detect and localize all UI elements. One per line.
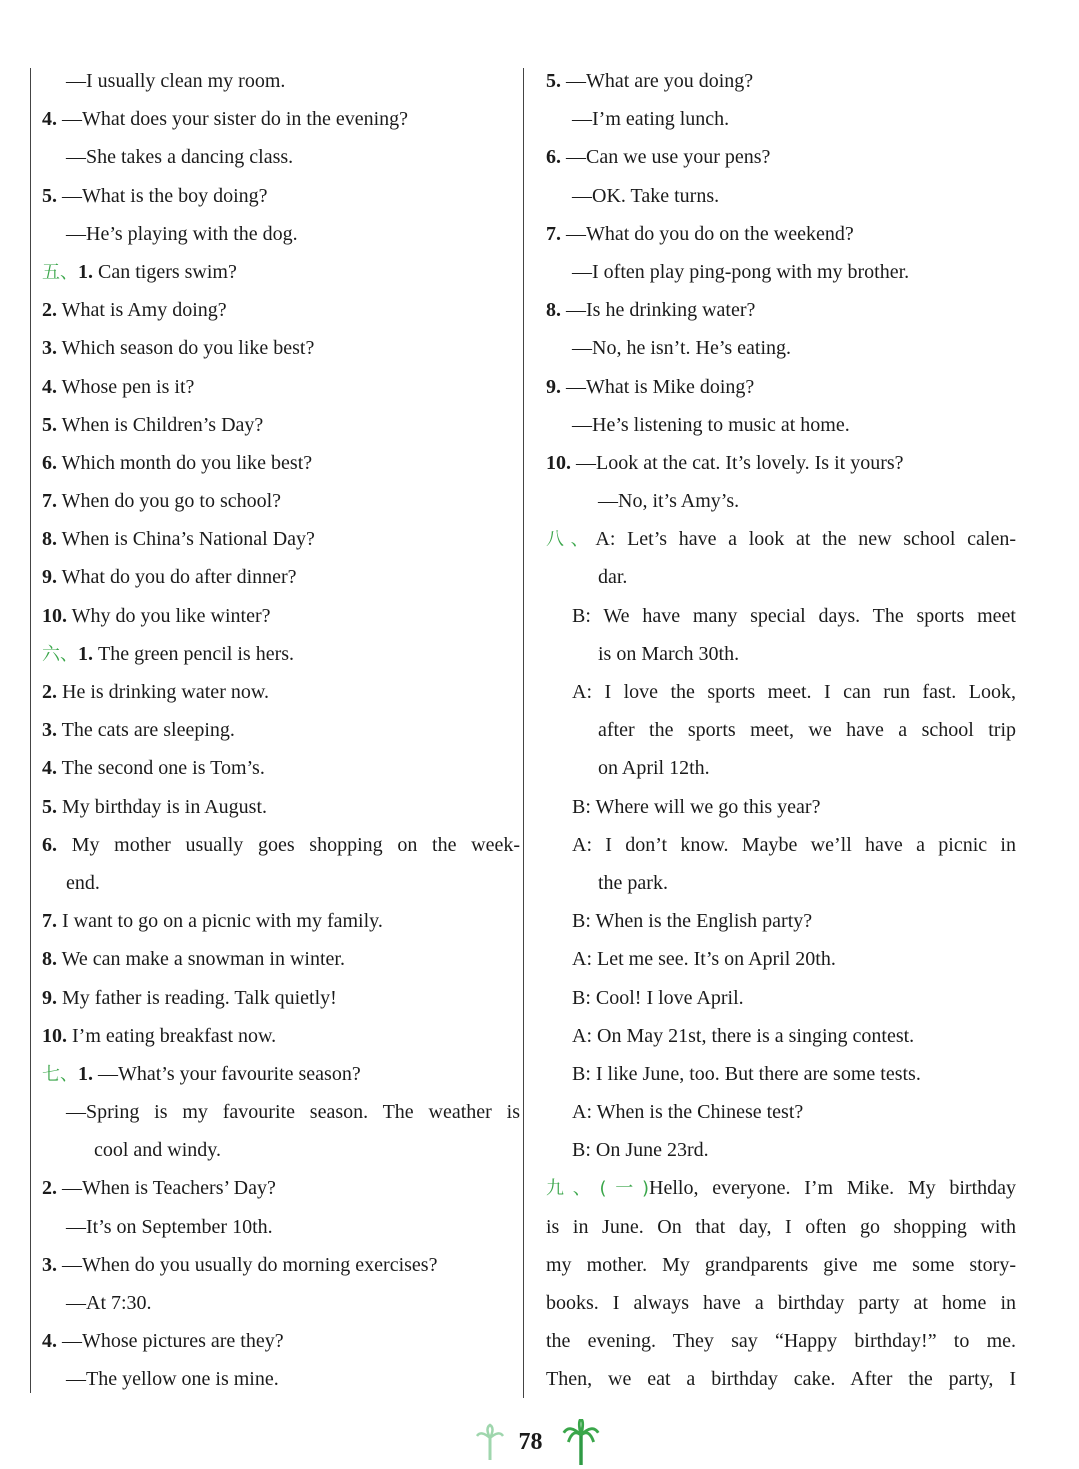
line-text: on April 12th. [598, 757, 710, 780]
section-marker: 六、 [42, 643, 78, 665]
line-text: the park. [598, 871, 668, 894]
right-text-line [546, 1131, 1016, 1169]
right-text-line [546, 406, 1016, 444]
left-text-line [42, 979, 520, 1017]
left-text-line [42, 444, 520, 482]
section-marker: 八、 [546, 529, 596, 551]
page-footer [0, 1418, 1079, 1466]
left-text-line [42, 749, 520, 787]
right-text-line [546, 329, 1016, 367]
palm-tree-icon [557, 1419, 605, 1465]
right-text-line [546, 902, 1016, 940]
line-text: is on March 30th. [598, 642, 740, 665]
right-text-line [546, 62, 1016, 100]
line-text: A: On May 21st, there is a singing contest. [572, 1024, 915, 1047]
line-text: My father is reading. Talk quietly! [62, 986, 337, 1009]
line-text: —What do you do on the weekend? [566, 222, 854, 245]
line-text: Then, we eat a birthday cake. After the party, I [546, 1368, 1016, 1391]
left-text-line [42, 826, 520, 864]
left-text-line [42, 1169, 520, 1207]
left-margin-rule [30, 68, 31, 1393]
left-text-line [42, 864, 520, 902]
line-text: —I usually clean my room. [66, 70, 286, 92]
left-text-line [42, 1055, 520, 1093]
line-text: cool and windy. [94, 1139, 222, 1162]
right-text-line [546, 1169, 1016, 1207]
item-number: 6. [546, 146, 561, 169]
line-text: A: When is the Chinese test? [572, 1101, 804, 1124]
page-number: 78 [518, 1428, 543, 1455]
right-text-line [546, 368, 1016, 406]
line-text: My mother usually goes shopping on the week- [71, 833, 520, 856]
right-text-line [546, 1322, 1016, 1360]
left-text-line [42, 406, 520, 444]
right-text-line [546, 711, 1016, 749]
line-text: —He’s listening to music at home. [572, 413, 850, 436]
item-number: 6. [42, 833, 57, 856]
line-text: books. I always have a birthday party at home in [546, 1292, 1016, 1314]
line-text: A: I love the sports meet. I can run fast. Look, [572, 681, 1016, 703]
line-text: —What is Mike doing? [566, 375, 755, 398]
item-number: 7. [42, 490, 57, 513]
left-text-line [42, 1246, 520, 1284]
line-text: —Look at the cat. It’s lovely. Is it yours? [576, 451, 904, 474]
item-number: 9. [42, 986, 57, 1009]
line-text: My birthday is in August. [62, 795, 268, 818]
line-text: —He’s playing with the dog. [66, 222, 298, 245]
line-text: B: Cool! I love April. [572, 986, 744, 1009]
item-number: 4. [42, 757, 57, 780]
line-text: —No, he isn’t. He’s eating. [572, 337, 792, 360]
line-text: —Spring is my favourite season. The weather is [66, 1101, 520, 1124]
item-number: 5. [546, 70, 561, 92]
line-text: Whose pen is it? [61, 375, 195, 398]
line-text: I’m eating breakfast now. [72, 1024, 277, 1047]
item-number: 1. [78, 260, 93, 283]
line-text: after the sports meet, we have a school trip [598, 719, 1016, 742]
line-text: Which season do you like best? [61, 337, 315, 360]
line-text: —What’s your favourite season? [98, 1062, 361, 1085]
item-number: 1. [78, 1062, 93, 1085]
right-text-line [546, 482, 1016, 520]
left-text-line [42, 291, 520, 329]
item-number: 9. [546, 375, 561, 398]
line-text: When is Children’s Day? [61, 413, 264, 436]
right-text-line [546, 253, 1016, 291]
item-number: 10. [546, 451, 571, 474]
right-text-line [546, 1246, 1016, 1284]
left-text-line [42, 1322, 520, 1360]
line-text: —What does your sister do in the evening? [62, 108, 409, 131]
right-text-line [546, 673, 1016, 711]
right-text-line [546, 520, 1016, 558]
item-number: 7. [42, 910, 57, 933]
line-text: is in June. On that day, I often go shopping with [546, 1215, 1016, 1238]
item-number: 4. [42, 375, 57, 398]
right-text-line [546, 826, 1016, 864]
left-text-line [42, 1017, 520, 1055]
line-text: —Can we use your pens? [566, 146, 771, 169]
item-number: 5. [42, 184, 57, 207]
line-text: —Whose pictures are they? [62, 1330, 284, 1353]
left-text-line [42, 635, 520, 673]
left-text-line [42, 558, 520, 596]
line-text: the evening. They say “Happy birthday!” to me. [546, 1330, 1016, 1353]
line-text: Which month do you like best? [61, 451, 313, 474]
left-text-line [42, 597, 520, 635]
line-text: —When is Teachers’ Day? [62, 1177, 276, 1200]
left-text-line [42, 1208, 520, 1246]
line-text: B: We have many special days. The sports meet [572, 604, 1016, 627]
right-text-line [546, 749, 1016, 787]
line-text: A: I don’t know. Maybe we’ll have a picnic in [572, 833, 1016, 856]
palm-tree-icon [475, 1422, 505, 1462]
line-text: Why do you like winter? [71, 604, 271, 627]
left-text-line [42, 62, 520, 100]
left-text-line [42, 1131, 520, 1169]
line-text: The cats are sleeping. [61, 719, 235, 742]
right-text-line [546, 215, 1016, 253]
line-text: Can tigers swim? [98, 260, 237, 283]
line-text: When do you go to school? [61, 490, 282, 513]
item-number: 7. [546, 222, 561, 245]
right-text-line [546, 979, 1016, 1017]
right-text-line [546, 1055, 1016, 1093]
line-text: —Is he drinking water? [566, 299, 756, 322]
line-text: Hello, everyone. I’m Mike. My birthday [649, 1177, 1016, 1200]
line-text: When is China’s National Day? [61, 528, 315, 551]
right-text-line [546, 597, 1016, 635]
left-text-line [42, 482, 520, 520]
item-number: 8. [546, 299, 561, 322]
right-text-line [546, 444, 1016, 482]
line-text: —OK. Take turns. [572, 184, 720, 207]
left-text-line [42, 902, 520, 940]
right-text-line [546, 558, 1016, 596]
left-text-line [42, 1360, 520, 1398]
item-number: 3. [42, 337, 57, 360]
line-text: The green pencil is hers. [98, 642, 295, 665]
line-text: dar. [598, 566, 628, 589]
column-divider [523, 68, 524, 1398]
item-number: 9. [42, 566, 57, 589]
item-number: 10. [42, 604, 67, 627]
left-text-line [42, 711, 520, 749]
right-text-line [546, 635, 1016, 673]
line-text: —When do you usually do morning exercises? [62, 1253, 438, 1276]
item-number: 5. [42, 795, 57, 818]
item-number: 8. [42, 948, 57, 971]
item-number: 6. [42, 451, 57, 474]
line-text: He is drinking water now. [62, 681, 269, 703]
line-text: —At 7:30. [66, 1292, 152, 1314]
right-text-line [546, 788, 1016, 826]
item-number: 5. [42, 413, 57, 436]
item-number: 2. [42, 681, 57, 703]
left-text-line [42, 177, 520, 215]
line-text: —I’m eating lunch. [572, 108, 730, 131]
left-text-line [42, 215, 520, 253]
line-text: A: Let me see. It’s on April 20th. [572, 948, 836, 971]
right-text-line [546, 1284, 1016, 1322]
line-text: —What is the boy doing? [62, 184, 268, 207]
line-text: —The yellow one is mine. [66, 1368, 279, 1391]
left-text-line [42, 368, 520, 406]
item-number: 2. [42, 1177, 57, 1200]
line-text: We can make a snowman in winter. [61, 948, 345, 971]
left-text-line [42, 138, 520, 176]
line-text: B: I like June, too. But there are some tests. [572, 1062, 921, 1085]
left-text-line [42, 100, 520, 138]
item-number: 8. [42, 528, 57, 551]
item-number: 3. [42, 719, 57, 742]
line-text: What is Amy doing? [61, 299, 227, 322]
line-text: B: When is the English party? [572, 910, 813, 933]
item-number: 4. [42, 1330, 57, 1353]
right-text-line [546, 100, 1016, 138]
left-text-line [42, 253, 520, 291]
line-text: The second one is Tom’s. [61, 757, 265, 780]
right-text-line [546, 1208, 1016, 1246]
left-text-line [42, 1284, 520, 1322]
item-number: 2. [42, 299, 57, 322]
line-text: —No, it’s Amy’s. [598, 490, 740, 513]
left-text-line [42, 673, 520, 711]
right-text-line [546, 1093, 1016, 1131]
line-text: B: Where will we go this year? [572, 795, 821, 818]
right-text-line [546, 291, 1016, 329]
right-text-line [546, 177, 1016, 215]
item-number: 3. [42, 1253, 57, 1276]
right-text-line [546, 1017, 1016, 1055]
line-text: A: Let’s have a look at the new school calen- [595, 528, 1016, 551]
line-text: —It’s on September 10th. [66, 1215, 273, 1238]
line-text: my mother. My grandparents give me some story- [546, 1253, 1016, 1276]
line-text: I want to go on a picnic with my family. [62, 910, 383, 933]
left-text-line [42, 1093, 520, 1131]
left-text-line [42, 520, 520, 558]
item-number: 4. [42, 108, 57, 131]
left-text-line [42, 788, 520, 826]
right-text-line [546, 864, 1016, 902]
line-text: —I often play ping-pong with my brother. [572, 260, 910, 283]
section-marker: 九、(一) [546, 1178, 650, 1200]
left-column [42, 62, 520, 1399]
section-marker: 五、 [42, 261, 78, 283]
right-text-line [546, 940, 1016, 978]
item-number: 1. [78, 642, 93, 665]
line-text: What do you do after dinner? [61, 566, 297, 589]
left-text-line [42, 329, 520, 367]
item-number: 10. [42, 1024, 67, 1047]
left-text-line [42, 940, 520, 978]
line-text: end. [66, 871, 100, 894]
right-text-line [546, 138, 1016, 176]
line-text: B: On June 23rd. [572, 1139, 709, 1162]
line-text: —She takes a dancing class. [66, 146, 294, 169]
section-marker: 七、 [42, 1063, 78, 1085]
right-text-line [546, 1360, 1016, 1398]
line-text: —What are you doing? [566, 70, 754, 92]
right-column [546, 62, 1016, 1399]
